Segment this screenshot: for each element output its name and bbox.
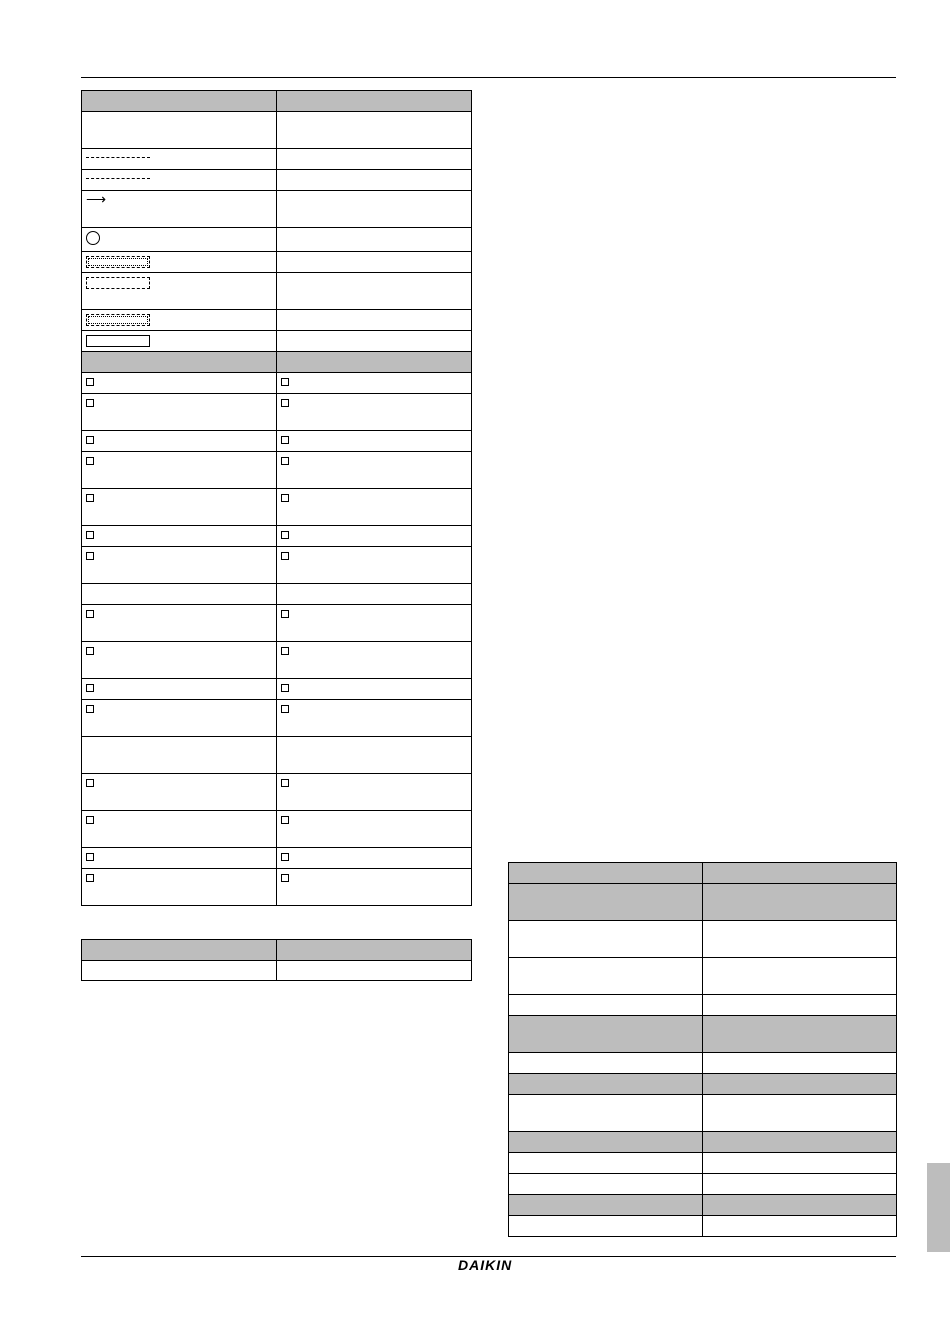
table-row: [82, 869, 472, 906]
checkbox-icon: [86, 457, 94, 465]
checkbox-icon: [281, 705, 289, 713]
table-row: [509, 1053, 897, 1074]
table-row: [82, 273, 472, 310]
checkbox-icon: [86, 874, 94, 882]
checkbox-icon: [281, 647, 289, 655]
checkbox-icon: [86, 647, 94, 655]
dashed-box-icon: [86, 277, 150, 289]
checkbox-icon: [281, 494, 289, 502]
checkbox-icon: [86, 684, 94, 692]
checkbox-icon: [281, 853, 289, 861]
table-row: [82, 310, 472, 331]
table-row: [82, 961, 472, 981]
checkbox-icon: [86, 779, 94, 787]
table-row: [82, 228, 472, 252]
table-header-row: [82, 91, 472, 112]
arrow-icon: ⟶: [86, 191, 107, 207]
checkbox-icon: [281, 436, 289, 444]
checkbox-icon: [86, 494, 94, 502]
checkbox-icon: [86, 378, 94, 386]
table-row: [82, 331, 472, 352]
checkbox-icon: [281, 779, 289, 787]
table-row: [82, 394, 472, 431]
checkbox-icon: [281, 874, 289, 882]
table-row: [509, 921, 897, 958]
checkbox-icon: [281, 531, 289, 539]
checkbox-icon: [281, 457, 289, 465]
checkbox-icon: [86, 816, 94, 824]
dash-dot-box-icon: [86, 256, 150, 268]
checkbox-icon: [86, 853, 94, 861]
table-row: [509, 1095, 897, 1132]
right-table: [508, 862, 897, 1237]
table-section-row: [509, 884, 897, 921]
checkbox-icon: [281, 610, 289, 618]
table-row: [82, 642, 472, 679]
table-row: [509, 1216, 897, 1237]
checkbox-icon: [86, 705, 94, 713]
checkbox-icon: [86, 531, 94, 539]
table-row: [82, 170, 472, 191]
table-row: [82, 584, 472, 605]
table-header-row: [82, 940, 472, 961]
brand-logo: DAIKIN: [458, 1257, 513, 1273]
table-row: [509, 995, 897, 1016]
dash-dot-box-icon: [86, 314, 150, 326]
table-row: [82, 252, 472, 273]
table-row: [82, 774, 472, 811]
table-row: [82, 547, 472, 584]
solid-box-icon: [86, 335, 150, 347]
checkbox-icon: [86, 610, 94, 618]
checkbox-icon: [281, 378, 289, 386]
table-row: [509, 958, 897, 995]
table-section-row: [509, 1016, 897, 1053]
checkbox-icon: [281, 552, 289, 560]
table-section-row: [509, 1195, 897, 1216]
table-header-row: [509, 863, 897, 884]
table-row: [82, 431, 472, 452]
table-row: [82, 526, 472, 547]
table-row: [82, 737, 472, 774]
table-section-row: [82, 352, 472, 373]
checkbox-icon: [86, 436, 94, 444]
table-row: [82, 848, 472, 869]
table-row: [82, 489, 472, 526]
table-row: [82, 191, 472, 228]
checkbox-icon: [281, 816, 289, 824]
checkbox-icon: [281, 684, 289, 692]
table-row: [509, 1174, 897, 1195]
table-row: [82, 605, 472, 642]
table-row: [82, 112, 472, 149]
table-row: [82, 452, 472, 489]
table-section-row: [509, 1074, 897, 1095]
checkbox-icon: [86, 399, 94, 407]
dash-dot-line-icon: [86, 157, 150, 158]
checkbox-icon: [281, 399, 289, 407]
table-row: [82, 700, 472, 737]
circle-icon: [86, 231, 100, 245]
table-row: [509, 1153, 897, 1174]
table-row: [82, 811, 472, 848]
header-rule: [81, 77, 896, 78]
table-row: [82, 373, 472, 394]
legend-table: [81, 90, 472, 906]
checkbox-icon: [86, 552, 94, 560]
table-row: [82, 679, 472, 700]
dashed-line-icon: [86, 178, 150, 179]
table-section-row: [509, 1132, 897, 1153]
small-table: [81, 939, 472, 981]
table-row: [82, 149, 472, 170]
chapter-tab: [927, 1163, 950, 1252]
